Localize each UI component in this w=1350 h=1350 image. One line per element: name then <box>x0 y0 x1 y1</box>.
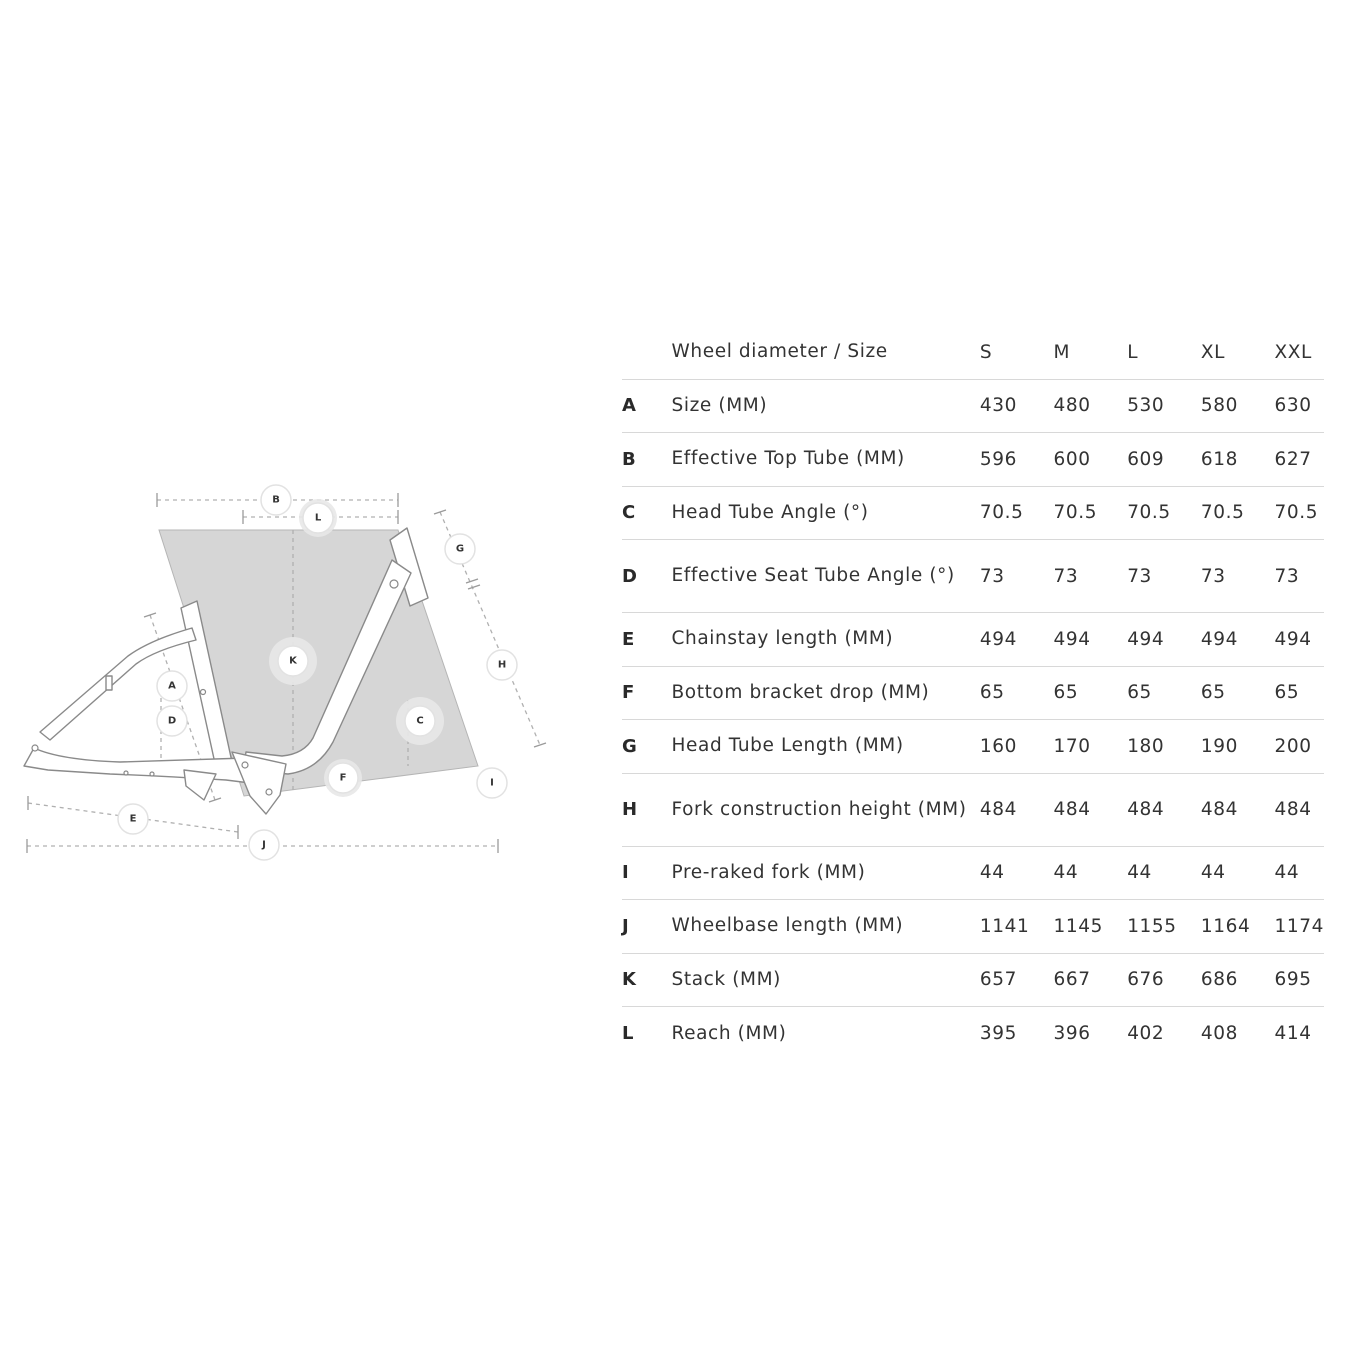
diagram-label-l: L <box>314 512 322 524</box>
table-header-row <box>622 326 1324 379</box>
header-size-s: S <box>980 326 1054 379</box>
diagram-label-e: E <box>129 813 137 825</box>
row-value: 180 <box>1127 735 1165 757</box>
row-value: 686 <box>1200 969 1238 991</box>
row-value: 65 <box>1053 682 1079 704</box>
diagram-label-d: D <box>167 715 177 727</box>
bike-frame-geometry-diagram <box>0 470 560 890</box>
diagram-label-f: F <box>339 772 347 784</box>
row-name: Stack (MM) <box>671 968 781 990</box>
row-value: 600 <box>1053 448 1091 470</box>
table-row <box>622 540 1324 613</box>
row-value: 1155 <box>1127 915 1177 937</box>
table-row <box>622 846 1324 900</box>
row-value: 65 <box>1127 682 1152 704</box>
geometry-table <box>622 326 1324 1060</box>
table-row <box>622 773 1324 846</box>
diagram-label-j: J <box>262 839 266 851</box>
row-value: 484 <box>1053 799 1091 820</box>
row-value: 65 <box>1200 682 1226 704</box>
row-value: 395 <box>979 1023 1017 1044</box>
row-value: 70.5 <box>1200 502 1245 524</box>
header-label: Wheel diameter / Size <box>672 326 980 379</box>
row-value: 44 <box>1053 862 1079 884</box>
table-row <box>622 486 1324 540</box>
row-value: 494 <box>1053 628 1091 650</box>
row-name: Head Tube Angle (°) <box>671 501 869 523</box>
row-name: Pre-raked fork (MM) <box>671 861 866 883</box>
row-value: 1164 <box>1200 915 1251 937</box>
row-value: 73 <box>1274 565 1300 587</box>
row-value: 618 <box>1200 448 1238 470</box>
row-value: 44 <box>1200 862 1226 884</box>
table-row <box>622 666 1324 720</box>
row-name: Effective Top Tube (MM) <box>671 448 905 470</box>
row-value: 484 <box>979 799 1017 820</box>
row-key: B <box>622 448 637 470</box>
header-size-l: L <box>1127 326 1201 379</box>
row-key: C <box>622 502 636 524</box>
row-key: J <box>622 915 630 937</box>
row-value: 609 <box>1127 448 1165 470</box>
row-value: 494 <box>979 628 1017 650</box>
row-value: 494 <box>1200 628 1238 650</box>
row-name: Wheelbase length (MM) <box>671 915 904 937</box>
row-name: Bottom bracket drop (MM) <box>671 681 930 703</box>
row-value: 494 <box>1127 628 1165 650</box>
row-value: 396 <box>1053 1023 1091 1044</box>
diagram-label-k: K <box>289 655 297 667</box>
row-value: 65 <box>979 682 1005 704</box>
row-value: 200 <box>1274 735 1312 757</box>
row-value: 190 <box>1200 735 1238 757</box>
row-value: 657 <box>979 969 1017 991</box>
row-value: 170 <box>1053 735 1091 757</box>
header-size-m: M <box>1054 326 1128 379</box>
row-value: 1145 <box>1053 915 1104 937</box>
row-value: 402 <box>1127 1023 1165 1044</box>
row-value: 414 <box>1274 1023 1312 1044</box>
row-name: Chainstay length (MM) <box>671 628 894 650</box>
row-value: 667 <box>1053 969 1091 991</box>
row-value: 484 <box>1127 799 1165 820</box>
diagram-label-b: B <box>272 494 280 506</box>
row-key: F <box>622 682 635 704</box>
row-value: 65 <box>1274 682 1300 704</box>
row-value: 408 <box>1200 1023 1238 1044</box>
table-row <box>622 1007 1324 1061</box>
row-value: 44 <box>1127 862 1152 884</box>
row-value: 70.5 <box>979 502 1024 524</box>
row-key: E <box>622 628 635 650</box>
row-value: 73 <box>979 565 1005 587</box>
table-row <box>622 379 1324 433</box>
row-key: H <box>622 799 638 820</box>
row-value: 73 <box>1200 565 1226 587</box>
row-name: Size (MM) <box>671 394 768 416</box>
row-name: Fork construction height (MM) <box>671 798 967 820</box>
row-value: 73 <box>1127 565 1152 587</box>
table-row <box>622 720 1324 774</box>
row-value: 695 <box>1274 969 1312 991</box>
row-key: I <box>622 862 630 884</box>
row-key: G <box>622 735 638 757</box>
row-value: 484 <box>1200 799 1238 820</box>
table-row <box>622 613 1324 667</box>
row-value: 44 <box>979 862 1005 884</box>
row-name: Effective Seat Tube Angle (°) <box>671 565 955 586</box>
table-row <box>622 433 1324 487</box>
row-value: 73 <box>1053 565 1079 587</box>
table-row <box>622 900 1324 954</box>
row-value: 627 <box>1274 448 1312 470</box>
row-value: 596 <box>979 448 1017 470</box>
diagram-label-a: A <box>168 680 176 692</box>
header-size-xxl: XXL <box>1275 326 1325 379</box>
row-value: 1174 <box>1274 915 1324 937</box>
row-value: 430 <box>979 395 1017 417</box>
table-row <box>622 953 1324 1007</box>
row-value: 580 <box>1200 395 1238 417</box>
row-key: A <box>622 395 637 417</box>
row-value: 70.5 <box>1127 502 1171 524</box>
row-key: L <box>622 1023 635 1044</box>
row-value: 70.5 <box>1053 502 1098 524</box>
row-name: Reach (MM) <box>671 1022 787 1044</box>
row-value: 160 <box>979 735 1017 757</box>
diagram-label-g: G <box>455 543 465 555</box>
row-value: 494 <box>1274 628 1312 650</box>
row-value: 70.5 <box>1274 502 1319 524</box>
row-value: 480 <box>1053 395 1091 417</box>
row-value: 44 <box>1274 862 1300 884</box>
header-size-xl: XL <box>1201 326 1275 379</box>
row-key: K <box>622 969 637 991</box>
diagram-label-i: I <box>490 777 494 789</box>
diagram-label-c: C <box>416 715 424 727</box>
row-value: 676 <box>1127 969 1165 991</box>
row-value: 630 <box>1274 395 1312 417</box>
row-value: 1141 <box>979 915 1030 937</box>
row-key: D <box>622 565 638 587</box>
header-key-cell <box>622 326 672 379</box>
row-value: 530 <box>1127 395 1165 417</box>
row-value: 484 <box>1274 799 1312 820</box>
row-name: Head Tube Length (MM) <box>671 735 904 757</box>
diagram-label-h: H <box>497 659 507 671</box>
